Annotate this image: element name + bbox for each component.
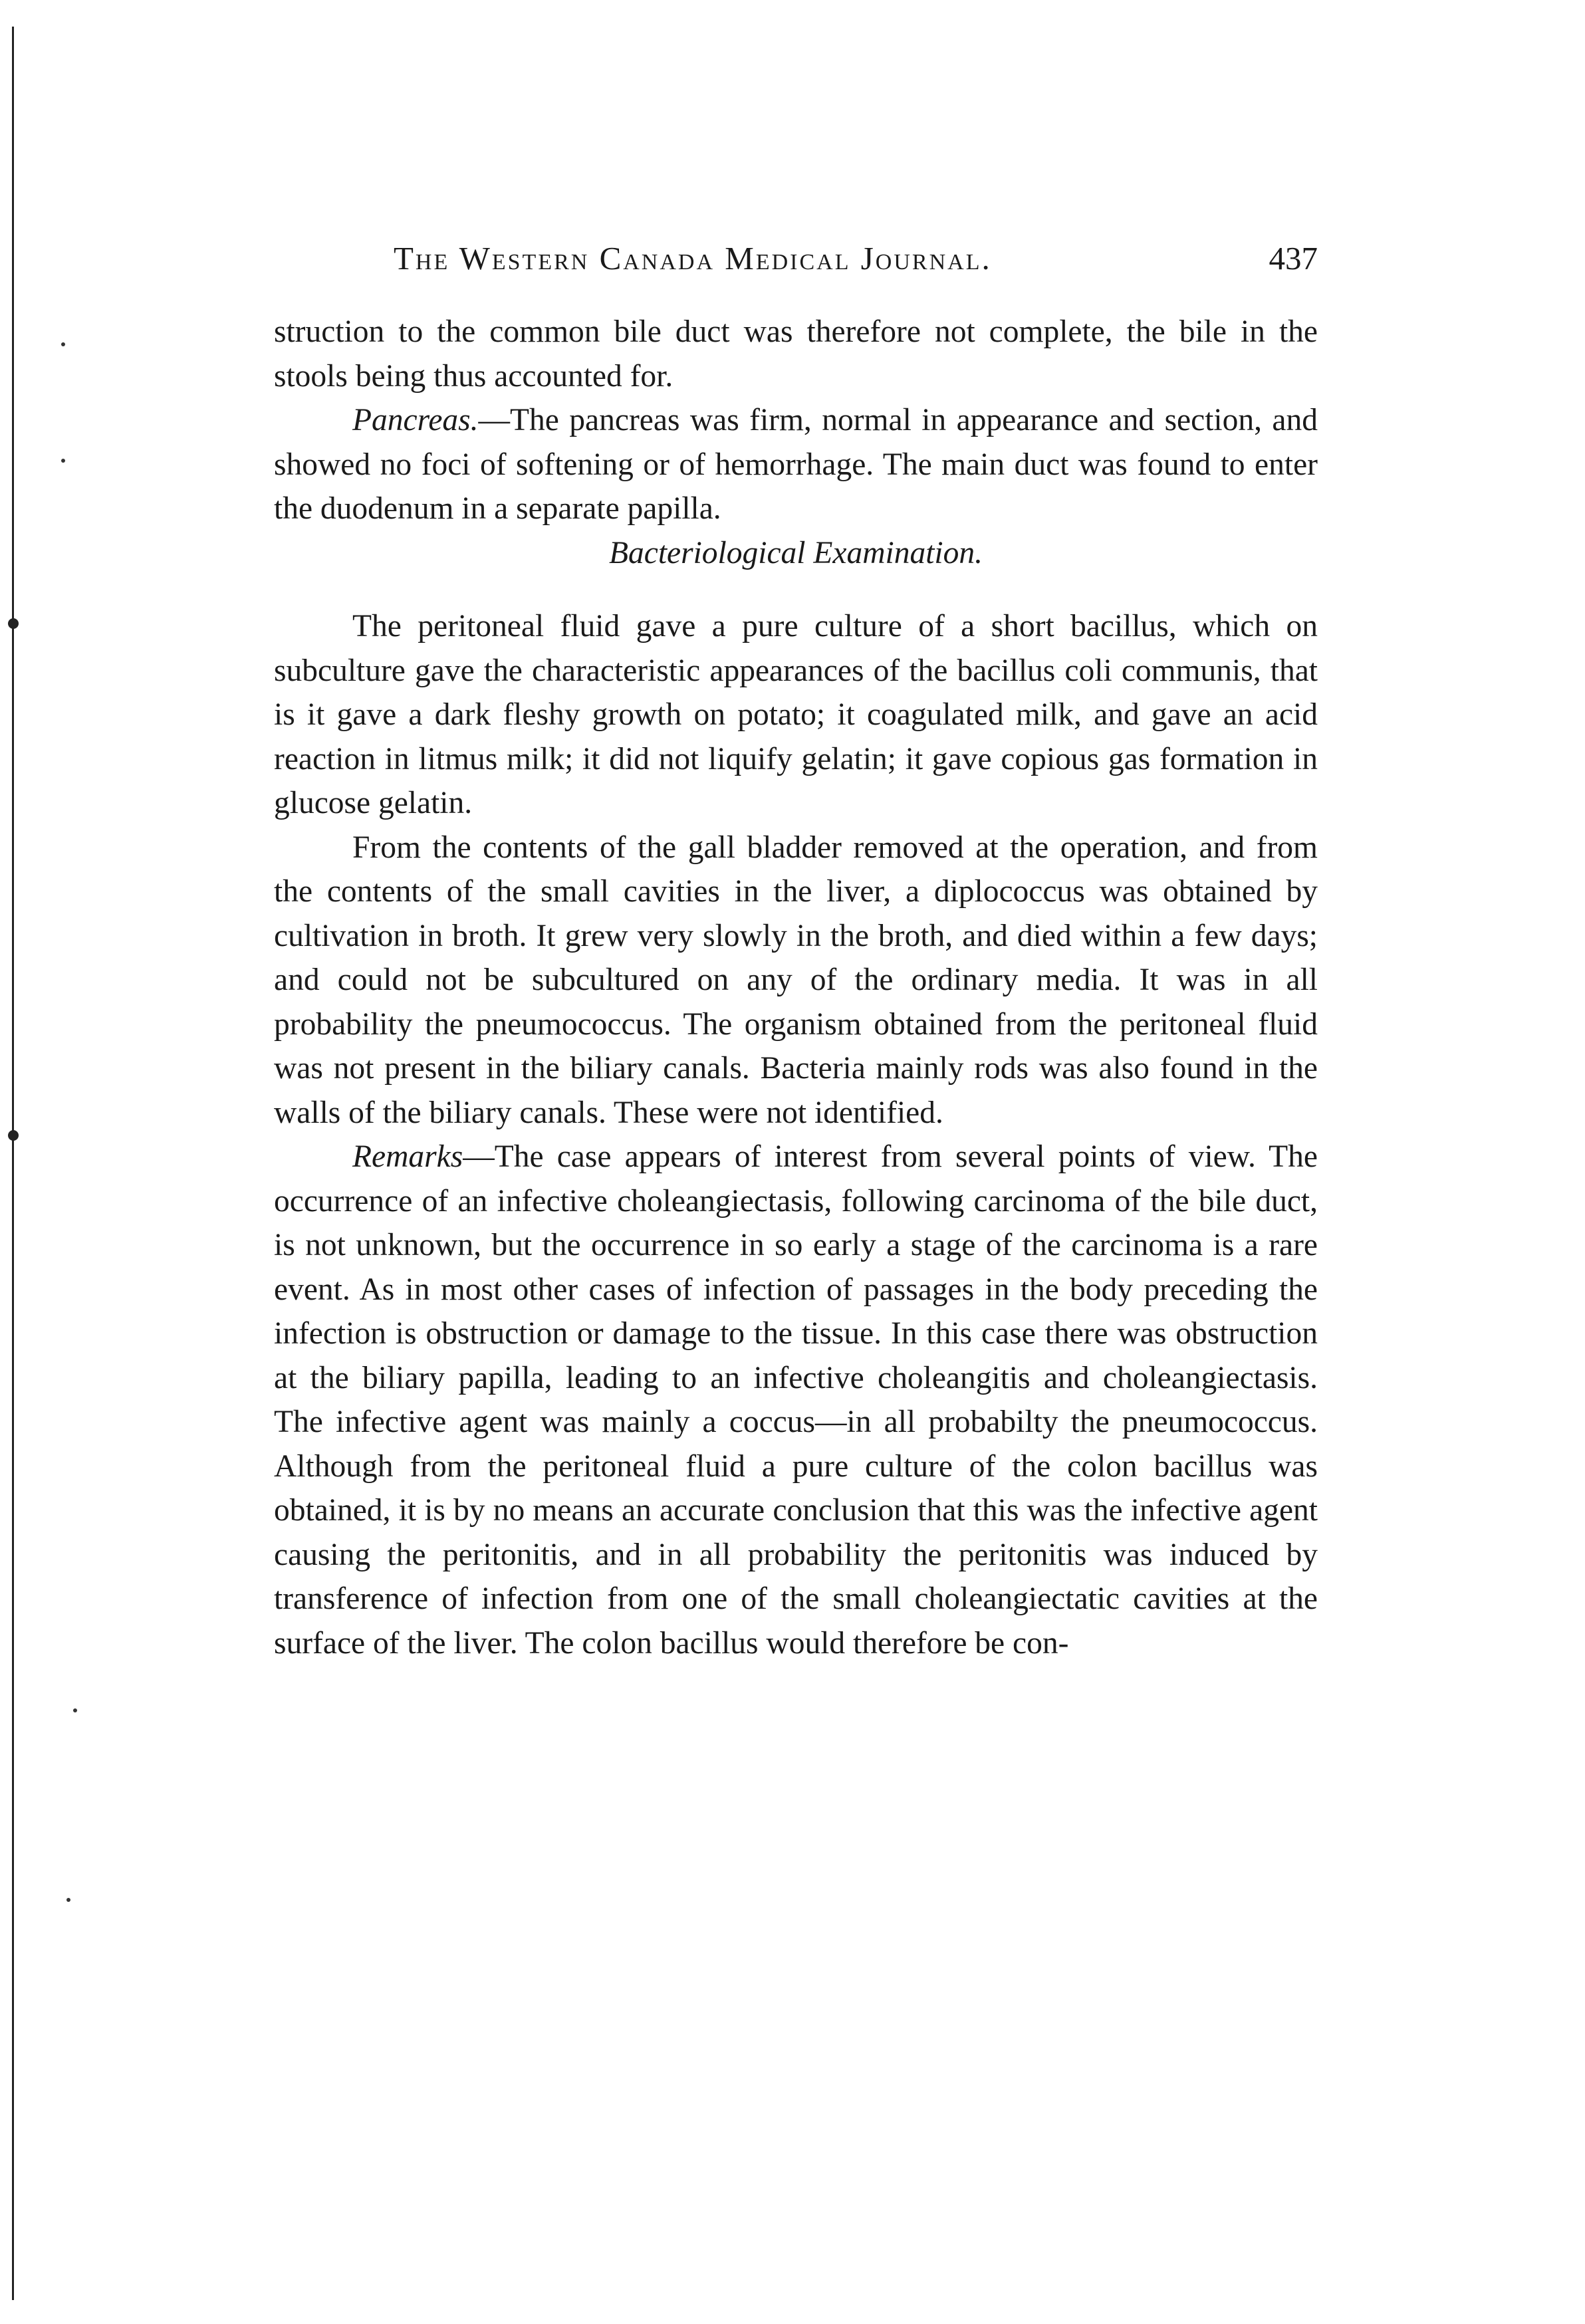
binding-mark (8, 1130, 19, 1141)
binding-dot (66, 1898, 70, 1902)
journal-title: The Western Canada Medical Journal. (394, 240, 992, 277)
section-heading-bacteriological: Bacteriological Examination. (609, 535, 983, 570)
binding-mark (8, 618, 19, 629)
body-text (274, 310, 1318, 1665)
running-head (274, 239, 1318, 292)
paragraph-gall-bladder: From the contents of the gall bladder removed at the operation, and from the contents of the small cavities in the liver, a diplococcus was obtained by cultivation in broth. It grew very slowly in the broth, and died within a few days; and could not be subcultured on any of the ordinary media. It was in all probability the pneumococcus. The organism obtained from the peritoneal fluid was not present in the biliary canals. Bacteria mainly rods was also found in the walls of the biliary canals. These were not identified. (274, 830, 1318, 1130)
page-binding-edge (12, 27, 18, 2300)
paragraph-pancreas (274, 398, 1318, 531)
document-page (274, 239, 1318, 2034)
pancreas-label: Pancreas. (352, 403, 479, 437)
binding-dot (73, 1708, 77, 1712)
paragraph-peritoneal-fluid: The peritoneal fluid gave a pure culture of a short bacillus, which on subculture gave the characteristic appearances of the bacillus coli communis, that is it gave a dark fleshy growth on potato; it coagulated milk, and gave an acid reaction in litmus milk; it did not liquify gelatin; it gave copious gas formation in glucose gelatin. (274, 609, 1318, 820)
page-number: 437 (1269, 240, 1318, 277)
binding-dot (61, 459, 65, 463)
paragraph-bile-duct: struction to the common bile duct was therefore not complete, the bile in the stools being thus accounted for. (274, 314, 1318, 394)
remarks-label: Remarks (352, 1139, 463, 1174)
paragraph-remarks (274, 1135, 1318, 1665)
remarks-text: —The case appears of interest from several points of view. The occurrence of an infective choleangiectasis, following carcinoma of the bile duct, is not unknown, but the occurrence in so early a stage of the carcinoma is a rare event. As in most other cases of infection of passages in the body preceding the infection is obstruction or damage to the tissue. In this case there was obstruction at the biliary papilla, leading to an infective choleangitis and choleangiectasis. The infective agent was mainly a coccus—in all probabilty the pneumococcus. Although from the peritoneal fluid a pure culture of the colon bacillus was obtained, it is by no means an accurate conclusion that this was the infective agent causing the peritonitis, and in all probability the peritonitis was induced by transference of infection from one of the small choleangiectatic cavities at the surface of the liver. The colon bacillus would therefore be con- (274, 1139, 1318, 1661)
binding-dot (61, 342, 65, 346)
pancreas-text: —The pancreas was firm, normal in appearance and section, and showed no foci of softening or of hemorrhage. The main duct was found to enter the duodenum in a separate papilla. (274, 403, 1318, 526)
